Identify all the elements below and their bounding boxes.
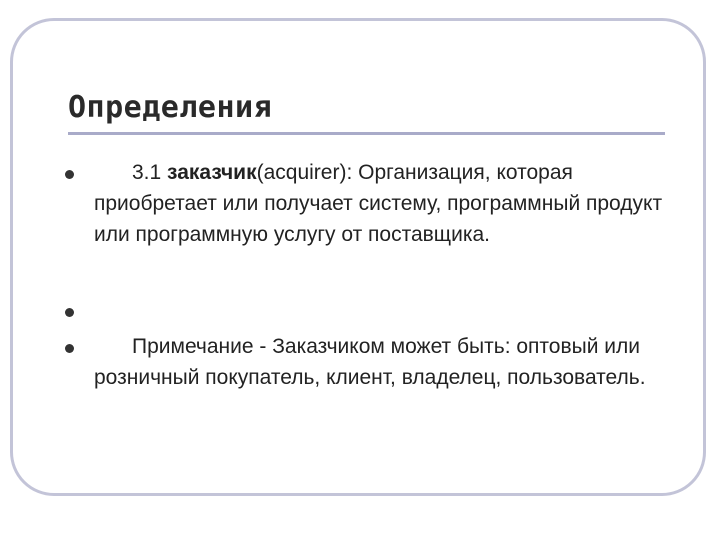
definition-paragraph xyxy=(94,157,674,250)
definition-text: (acquirer): Организация, которая приобретает или получает систему, программный продукт или программную услугу от поставщика. xyxy=(94,161,663,246)
title-underline xyxy=(68,132,665,135)
note-paragraph xyxy=(94,331,674,393)
bullet-dot-icon xyxy=(65,308,74,317)
definition-term: заказчик xyxy=(167,161,257,184)
bullet-dot-icon xyxy=(65,344,74,353)
slide-title: Определения xyxy=(68,90,273,125)
bullet-dot-icon xyxy=(65,170,74,179)
note-text: Примечание - Заказчиком может быть: оптовый или розничный покупатель, клиент, владелец, пользователь. xyxy=(94,335,646,389)
definition-number: 3.1 xyxy=(132,161,162,184)
